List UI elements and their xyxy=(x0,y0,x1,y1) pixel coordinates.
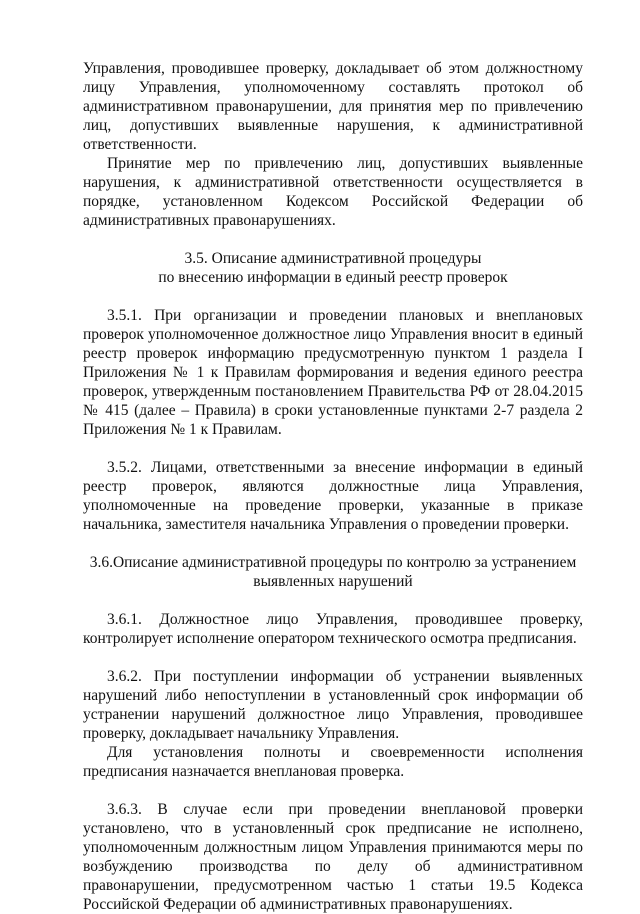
document-body xyxy=(83,59,583,914)
section-3-6-title-line-1: 3.6.Описание административной процедуры по контролю за устранением xyxy=(89,554,577,571)
section-3-5-title-line-2: по внесению информации в единый реестр проверок xyxy=(158,269,508,286)
paragraph-3-6-3: 3.6.3. В случае если при проведении внеплановой проверки установлено, что в установленный срок предписание не исполнено, уполномоченным должностным лицом Управления принимаются меры по возбуждению производства по делу об административном правонарушении, предусмотренном частью 1 статьи 19.5 Кодекса Российской Федерации об административных правонарушениях. xyxy=(83,801,583,913)
intro-paragraph-1: Управления, проводившее проверку, докладывает об этом должностному лицу Управления, уполномоченному составлять протокол об административном правонарушении, для принятия мер по привлечению лиц, допустивших выявленные нарушения, к административной ответственности. xyxy=(83,60,583,153)
paragraph-3-5-1: 3.5.1. При организации и проведении плановых и внеплановых проверок уполномоченное должностное лицо Управления вносит в единый реестр проверок информацию предусмотренную пунктом 1 раздела I Приложения № 1 к Правилам формирования и ведения единого реестра проверок, утвержденным постановлением Правительства РФ от 28.04.2015 № 415 (далее – Правила) в сроки установленные пунктами 2-7 раздела 2 Приложения № 1 к Правилам. xyxy=(83,307,583,438)
paragraph-3-5-2: 3.5.2. Лицами, ответственными за внесение информации в единый реестр проверок, являются должностные лица Управления, уполномоченные на проведение проверки, указанные в приказе начальника, заместителя начальника Управления о проведении проверки. xyxy=(83,459,583,533)
section-3-6-title-line-2: выявленных нарушений xyxy=(253,573,413,590)
intro-paragraph-2: Принятие мер по привлечению лиц, допустивших выявленные нарушения, к административной ответственности осуществляется в порядке, установленном Кодексом Российской Федерации об административных правонарушениях. xyxy=(83,155,583,229)
paragraph-3-6-2-continued: Для установления полноты и своевременности исполнения предписания назначается внеплановая проверка. xyxy=(83,744,583,780)
section-3-5-title-line-1: 3.5. Описание административной процедуры xyxy=(184,250,482,267)
section-3-5-heading xyxy=(83,249,583,287)
paragraph-3-6-2: 3.6.2. При поступлении информации об устранении выявленных нарушений либо непоступлении в установленный срок информации об устранении нарушений должностное лицо Управления, проводившее проверку, докладывает начальнику Управления. xyxy=(83,668,583,742)
section-3-6-heading xyxy=(83,553,583,591)
paragraph-3-6-1: 3.6.1. Должностное лицо Управления, проводившее проверку, контролирует исполнение оператором технического осмотра предписания. xyxy=(83,611,583,647)
